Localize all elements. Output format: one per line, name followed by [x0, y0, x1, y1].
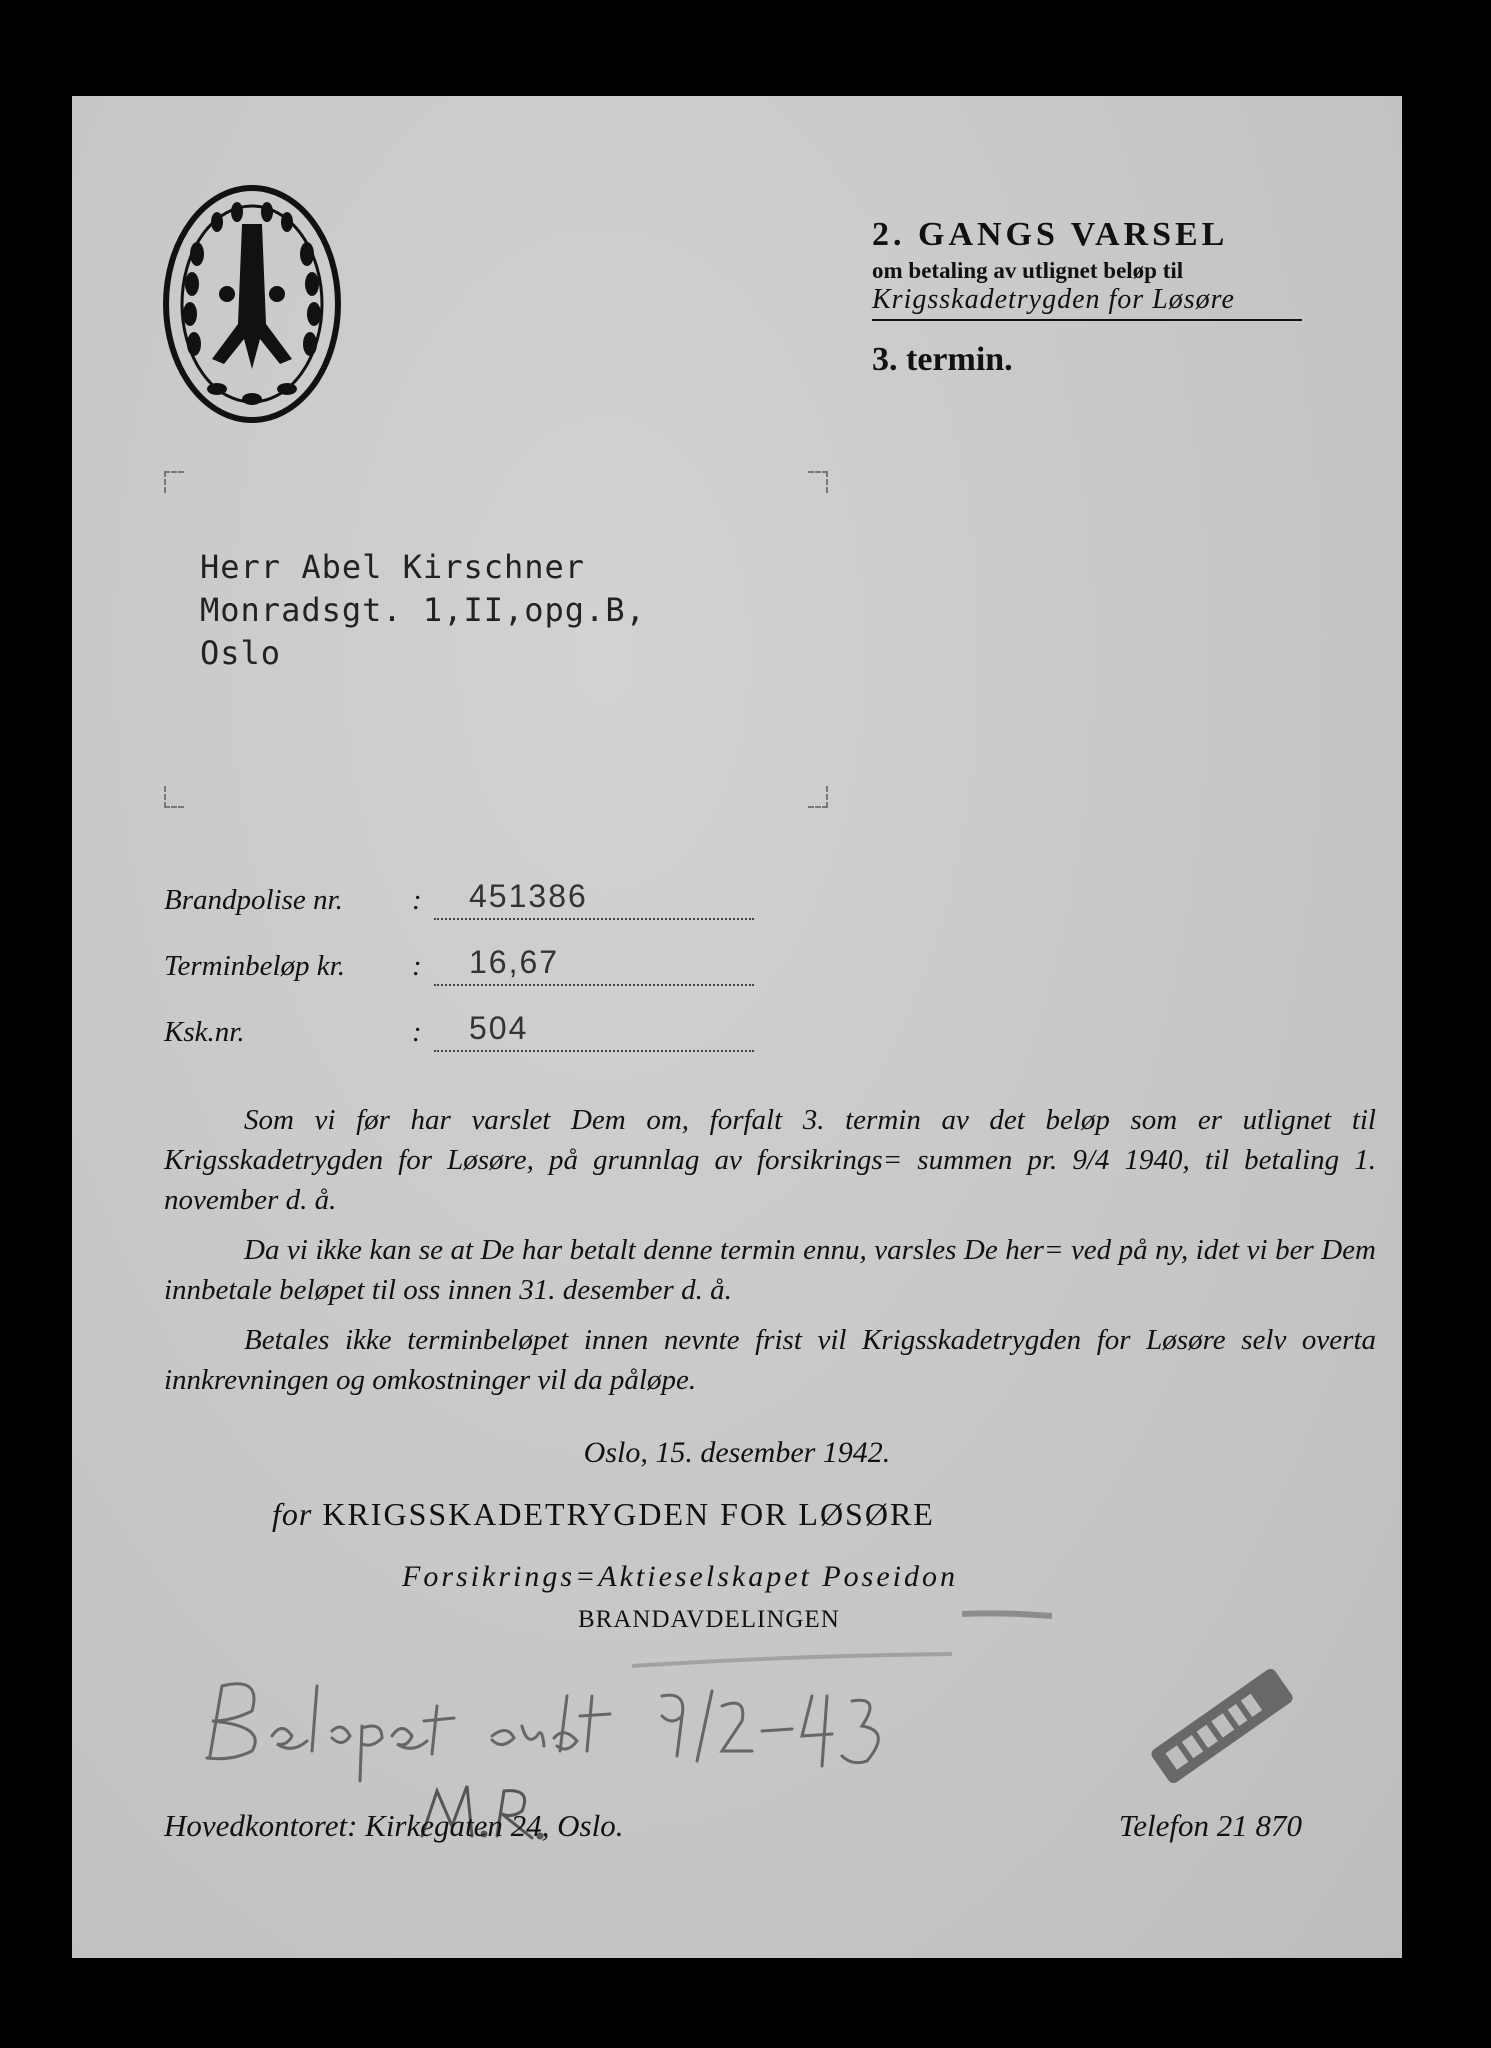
field-brandpolise-value: 451386: [469, 878, 588, 914]
address-line-name: Herr Abel Kirschner: [200, 548, 586, 586]
signature-for: for: [272, 1496, 313, 1532]
notice-title: 2. GANGS VARSEL: [872, 216, 1229, 253]
signature-department: BRANDAVDELINGEN: [578, 1606, 840, 1633]
field-terminbelop-value: 16,67: [469, 944, 560, 980]
field-colon: :: [412, 1016, 422, 1048]
address-corner-bl: [164, 786, 184, 808]
address-corner-br: [808, 786, 828, 808]
fund-name: Krigsskadetrygden for Løsøre: [872, 284, 1302, 321]
field-colon: :: [412, 884, 422, 916]
termin-label: 3. termin.: [872, 341, 1013, 378]
address-corner-tl: [164, 471, 184, 493]
signature-company: Forsikrings=Aktieselskapet Poseidon: [402, 1560, 958, 1593]
field-brandpolise-label: Brandpolise nr.: [164, 884, 343, 916]
body-paragraph-2: Da vi ikke kan se at De har betalt denne termin ennu, varsles De her= ved på ny, idet vi ber Dem innbetale beløpet til oss innen 31. desember d. å.: [164, 1234, 1376, 1306]
signature-for-line: [272, 1496, 935, 1533]
address-corner-tr: [808, 471, 828, 493]
paid-stamp: [1132, 1656, 1312, 1796]
issue-date: Oslo, 15. desember 1942.: [583, 1436, 891, 1469]
field-dotted-line: [434, 984, 754, 986]
notice-body: [164, 1100, 1376, 1410]
field-dotted-line: [434, 1050, 754, 1052]
body-paragraph-1: Som vi før har varslet Dem om, forfalt 3. termin av det beløp som er utlignet til Krigsskadetrygden for Løsøre, på grunnlag av forsikrings= summen pr. 9/4 1940, til betaling 1. november d. å.: [164, 1104, 1376, 1216]
field-ksk-value: 504: [469, 1010, 529, 1046]
notice-heading: [872, 216, 1302, 379]
field-ksk-label: Ksk.nr.: [164, 1016, 245, 1048]
body-paragraph-3: Betales ikke terminbeløpet innen nevnte frist vil Krigsskadetrygden for Løsøre selv overta innkrevningen og omkostninger vil da påløpe.: [164, 1324, 1376, 1396]
signature-org: KRIGSSKADETRYGDEN FOR LØSØRE: [322, 1496, 935, 1532]
field-colon: :: [412, 950, 422, 982]
footer-head-office: Hovedkontoret: Kirkegaten 24, Oslo.: [164, 1808, 624, 1843]
notice-subtitle: om betaling av utlignet beløp til: [872, 258, 1184, 283]
footer-phone: Telefon 21 870: [1118, 1808, 1302, 1843]
address-line-street: Monradsgt. 1,II,opg.B,: [200, 591, 646, 629]
address-line-city: Oslo: [200, 634, 282, 672]
document-page: [72, 96, 1402, 1958]
signature-smudge: [632, 1596, 1052, 1676]
field-terminbelop-label: Terminbeløp kr.: [164, 950, 345, 982]
field-dotted-line: [434, 918, 754, 920]
recipient-address: [200, 546, 646, 675]
emblem-logo: [162, 184, 342, 424]
